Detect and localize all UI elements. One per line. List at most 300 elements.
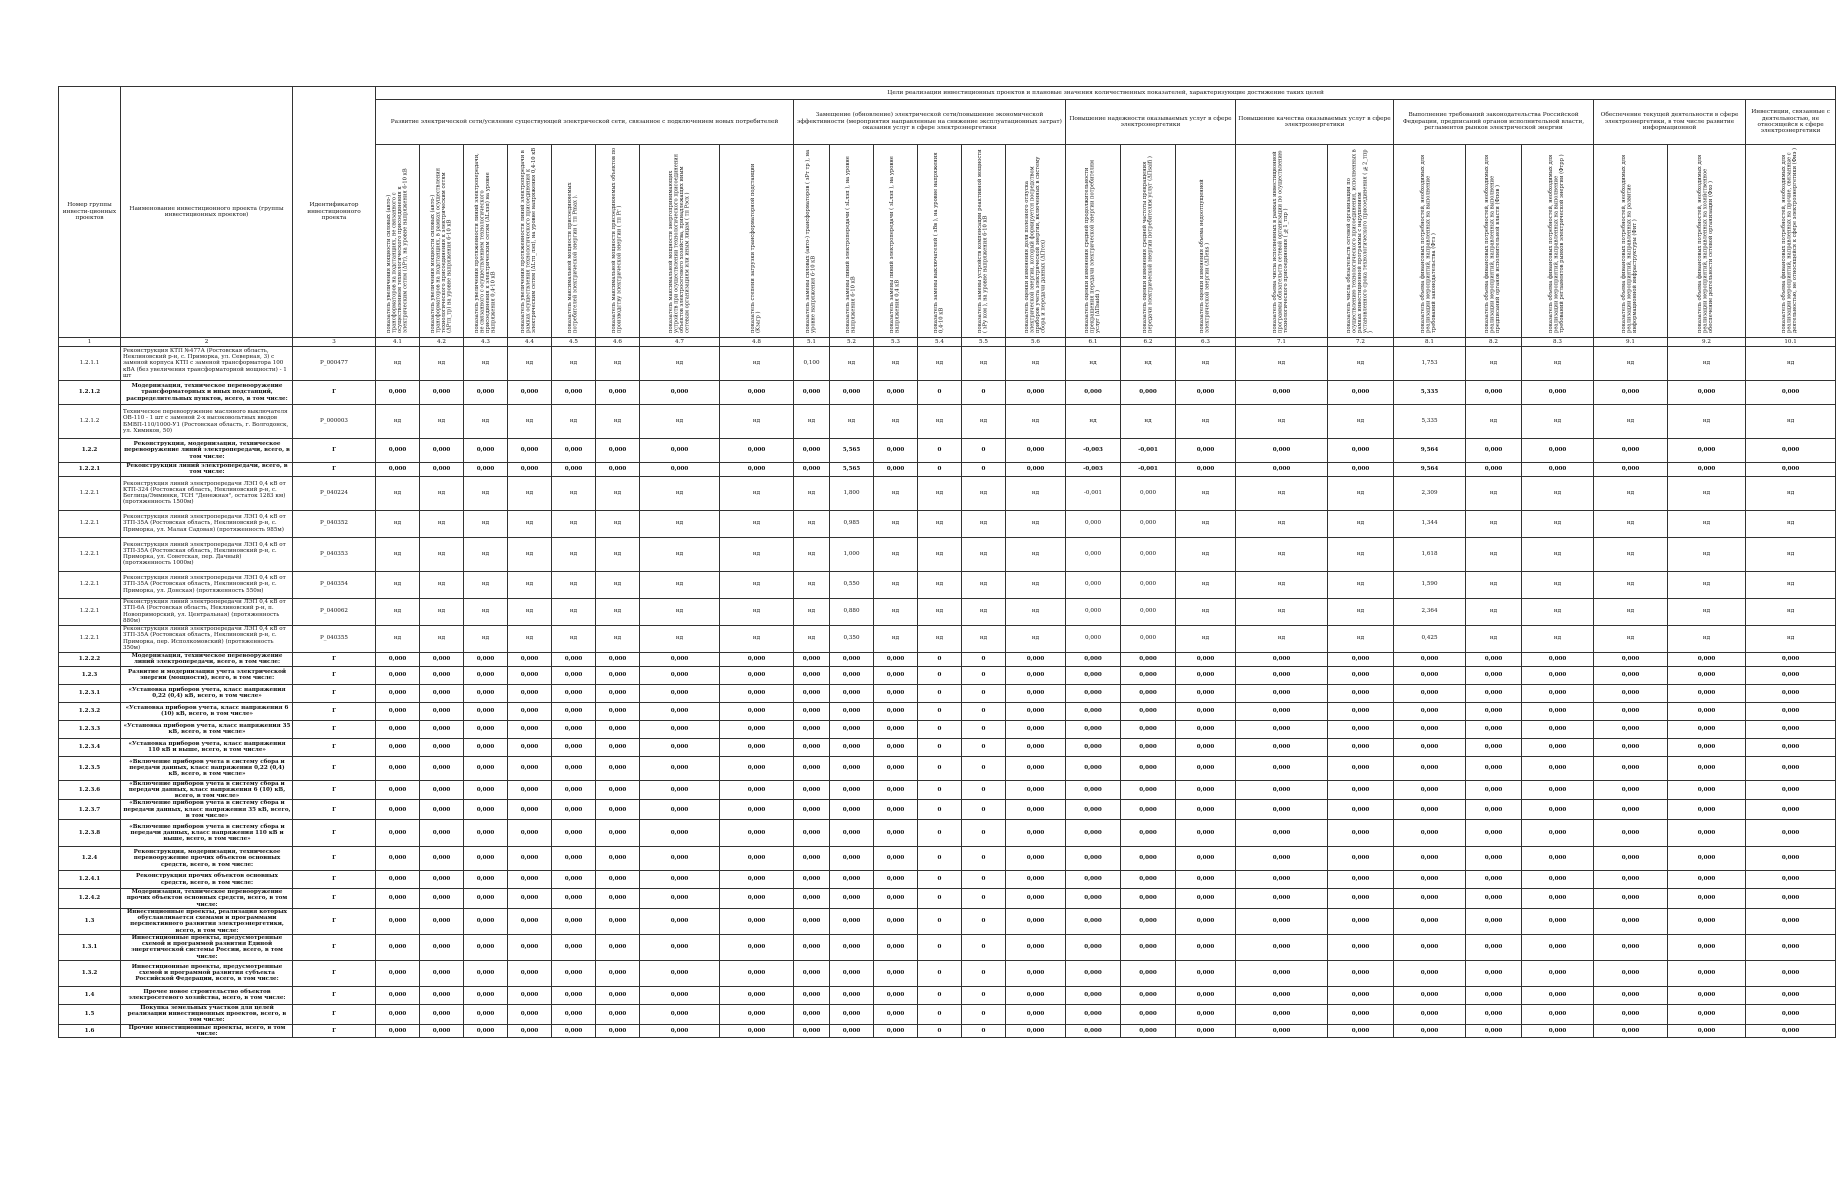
indicator-value: 0,000 — [794, 381, 830, 405]
indicator-value: нд — [420, 405, 464, 439]
column-number: 1 — [59, 338, 121, 347]
indicator-value: 0,000 — [1236, 381, 1328, 405]
indicator-value: 0,000 — [508, 960, 552, 986]
indicator-value: нд — [962, 571, 1006, 598]
indicator-value: 0,000 — [640, 986, 720, 1004]
indicator-value: нд — [640, 537, 720, 571]
indicator-value: нд — [1522, 571, 1594, 598]
indicator-value: 0,000 — [552, 1024, 596, 1038]
indicator-value: 0,000 — [1522, 889, 1594, 909]
indicator-value: 0,000 — [794, 1024, 830, 1038]
indicator-value: 0,000 — [1668, 463, 1746, 477]
project-id: P_040353 — [293, 537, 376, 571]
indicator-value: 0 — [962, 738, 1006, 756]
indicator-value: 0,000 — [376, 666, 420, 684]
indicator-value: 0,000 — [1594, 756, 1668, 780]
indicator-value: 0,000 — [1006, 738, 1066, 756]
indicator-value: 0,000 — [794, 666, 830, 684]
indicator-value: 0,000 — [1522, 463, 1594, 477]
project-id: Г — [293, 871, 376, 889]
indicator-value: 0,000 — [874, 381, 918, 405]
indicator-value: 0,000 — [1066, 780, 1121, 800]
project-name: Инвестиционные проекты, предусмотренные схемой и программой развития субъекта Российской Федерации, всего, в том числе: — [121, 960, 293, 986]
project-id: Г — [293, 666, 376, 684]
indicator-value: нд — [1176, 476, 1236, 510]
indicator-value: -0,001 — [1066, 476, 1121, 510]
indicator-value: 0,000 — [640, 756, 720, 780]
indicator-value: 0,000 — [1236, 908, 1328, 934]
indicator-value: 0,000 — [1522, 738, 1594, 756]
indicator-value: нд — [596, 625, 640, 652]
indicator-value: 0,000 — [552, 800, 596, 820]
indicator-value: 0,000 — [720, 702, 794, 720]
indicator-value: 0,000 — [1121, 756, 1176, 780]
indicator-value: 0,000 — [420, 1004, 464, 1024]
indicator-value: нд — [1176, 598, 1236, 625]
indicator-value: 0,000 — [1176, 702, 1236, 720]
indicator-value: 0 — [918, 847, 962, 871]
indicator-value: 0,000 — [1394, 720, 1466, 738]
indicator-value: 0,000 — [1594, 934, 1668, 960]
indicator-value: 0,000 — [1668, 702, 1746, 720]
indicator-value: 0,000 — [1328, 652, 1394, 666]
indicator-value: 0,000 — [1066, 871, 1121, 889]
indicator-value: нд — [720, 510, 794, 537]
header-project-id: Идентификатор инвестиционного проекта — [293, 87, 376, 338]
row-number: 1.2.3.6 — [59, 780, 121, 800]
indicator-value: 0,000 — [794, 652, 830, 666]
indicator-value: 0,000 — [420, 684, 464, 702]
indicator-value: 0,000 — [508, 666, 552, 684]
indicator-value: 0,000 — [1328, 871, 1394, 889]
indicator-value: нд — [376, 598, 420, 625]
table-row — [59, 847, 1836, 871]
indicator-value: 0,000 — [464, 889, 508, 909]
indicator-value: 0,000 — [596, 889, 640, 909]
table-row — [59, 439, 1836, 463]
indicator-header: показатель объема финансовых потребностей, необходимых для реализации мероприятий, направленных на выполнение требований регламентов рынков электрической энергии (Фтрр ) — [1522, 145, 1594, 338]
indicator-value: 0 — [962, 381, 1006, 405]
indicator-value: нд — [1176, 571, 1236, 598]
indicator-value: 5,335 — [1394, 405, 1466, 439]
indicator-value: 0,000 — [1006, 666, 1066, 684]
indicator-value: 0,000 — [640, 908, 720, 934]
indicator-value: -0,001 — [1121, 439, 1176, 463]
indicator-value: 0,000 — [420, 934, 464, 960]
indicator-value: нд — [508, 405, 552, 439]
project-id: Г — [293, 439, 376, 463]
indicator-value: нд — [1746, 571, 1836, 598]
indicator-value: 0,000 — [1594, 439, 1668, 463]
indicator-value: нд — [720, 347, 794, 381]
indicator-value: 0,000 — [552, 871, 596, 889]
indicator-value: 0,000 — [830, 381, 874, 405]
indicator-value: 0,000 — [1176, 847, 1236, 871]
indicator-value: 0,000 — [508, 889, 552, 909]
indicator-value: 0,000 — [376, 820, 420, 847]
indicator-value: 0,000 — [596, 666, 640, 684]
indicator-value: нд — [1746, 510, 1836, 537]
indicator-value: нд — [918, 625, 962, 652]
indicator-value: нд — [918, 476, 962, 510]
indicator-value: 0,000 — [640, 800, 720, 820]
indicator-value: 0,000 — [1121, 625, 1176, 652]
indicator-value: 0,000 — [376, 871, 420, 889]
indicator-value: 0,000 — [1746, 738, 1836, 756]
indicator-value: нд — [962, 347, 1006, 381]
indicator-header: показатель оценки изменения средней продолжительности прекращения передачи электрической энергии потребителям услуг (ΔПsaidi ) — [1066, 145, 1121, 338]
indicator-value: 0,000 — [720, 871, 794, 889]
indicator-value: 0,000 — [1594, 986, 1668, 1004]
indicator-value: 0,000 — [1066, 684, 1121, 702]
column-number: 7.1 — [1236, 338, 1328, 347]
indicator-value: нд — [464, 537, 508, 571]
indicator-value: нд — [874, 625, 918, 652]
indicator-value: нд — [1746, 405, 1836, 439]
column-number: 5.5 — [962, 338, 1006, 347]
column-number: 8.1 — [1394, 338, 1466, 347]
project-id: Г — [293, 738, 376, 756]
indicator-value: 0,000 — [1236, 652, 1328, 666]
indicator-value: 0,000 — [874, 780, 918, 800]
indicator-value: 0,000 — [1746, 702, 1836, 720]
indicator-value: 0,000 — [794, 702, 830, 720]
indicator-value: 0 — [918, 800, 962, 820]
indicator-value: 0,000 — [1394, 820, 1466, 847]
indicator-value: нд — [1121, 405, 1176, 439]
indicator-value: 0,000 — [464, 800, 508, 820]
indicator-value: 0,000 — [830, 720, 874, 738]
indicator-value: нд — [1176, 537, 1236, 571]
indicator-value: 0,000 — [1066, 820, 1121, 847]
indicator-value: нд — [794, 476, 830, 510]
indicator-value: 0,000 — [376, 800, 420, 820]
project-name: Реконструкция линий электропередачи ЛЭП 0,4 кВ от ЗТП-35А (Ростовская область, Неклиновский р-н, с. Приморка, ул. Донская) (протяженность 550м) — [121, 571, 293, 598]
indicator-value: 0,000 — [1328, 800, 1394, 820]
indicator-value: нд — [1466, 625, 1522, 652]
indicator-value: 0,000 — [1594, 908, 1668, 934]
indicator-value: 0,000 — [464, 986, 508, 1004]
indicator-value: нд — [1236, 537, 1328, 571]
indicator-value: 0,000 — [794, 463, 830, 477]
indicator-value: нд — [918, 510, 962, 537]
indicator-value: нд — [1466, 510, 1522, 537]
indicator-header: показатель увеличения протяженности линий электропередачи, не связанного с осуществлением технологического присоединения к электрическим сетям (ΔLлэп) на уровне напряжения 0,4-10 кВ — [464, 145, 508, 338]
indicator-value: 0,000 — [1746, 780, 1836, 800]
column-number: 4.1 — [376, 338, 420, 347]
indicator-value: 0,000 — [1328, 934, 1394, 960]
indicator-value: 0,000 — [1668, 720, 1746, 738]
project-name: «Установка приборов учета, класс напряжения 110 кВ и выше, всего, в том числе» — [121, 738, 293, 756]
indicator-value: 0,000 — [1121, 598, 1176, 625]
header-row-top — [59, 87, 1836, 100]
indicator-value: нд — [720, 476, 794, 510]
indicator-value: 0 — [918, 756, 962, 780]
indicator-value: 0,000 — [1522, 960, 1594, 986]
indicator-value: 0,000 — [1121, 934, 1176, 960]
indicator-value: 0,000 — [376, 934, 420, 960]
indicator-value: 0,000 — [1006, 720, 1066, 738]
indicator-value: 0,000 — [1394, 960, 1466, 986]
row-number: 1.3.2 — [59, 960, 121, 986]
indicator-value: 0,000 — [1006, 463, 1066, 477]
indicator-value: 0,000 — [1176, 666, 1236, 684]
indicator-value: 0 — [918, 908, 962, 934]
indicator-value: 0,000 — [794, 780, 830, 800]
indicator-value: нд — [1746, 476, 1836, 510]
goals-indicators-table — [58, 86, 1836, 1038]
table-row — [59, 738, 1836, 756]
indicator-value: нд — [1466, 405, 1522, 439]
indicator-value: 0,000 — [420, 847, 464, 871]
indicator-value: 0 — [962, 934, 1006, 960]
row-number: 1.3 — [59, 908, 121, 934]
indicator-value: нд — [1522, 537, 1594, 571]
indicator-value: 0,000 — [1121, 847, 1176, 871]
indicator-value: -0,003 — [1066, 439, 1121, 463]
indicator-value: 0,000 — [720, 756, 794, 780]
indicator-value: 1,800 — [830, 476, 874, 510]
table-row — [59, 960, 1836, 986]
indicator-value: 0,000 — [720, 820, 794, 847]
row-number: 1.2.3 — [59, 666, 121, 684]
column-number: 8.3 — [1522, 338, 1594, 347]
indicator-value: 0 — [918, 871, 962, 889]
indicator-value: 5,565 — [830, 463, 874, 477]
indicator-value: нд — [640, 510, 720, 537]
indicator-value: 0,000 — [1006, 1024, 1066, 1038]
project-name: Модернизация, техническое перевооружение трансформаторных и иных подстанций, распределительных пунктов, всего, в том числе: — [121, 381, 293, 405]
indicator-value: 0,000 — [464, 381, 508, 405]
indicator-value: 0,000 — [1746, 908, 1836, 934]
indicator-value: 0,000 — [596, 381, 640, 405]
project-name: «Установка приборов учета, класс напряжения 0,22 (0,4) кВ, всего, в том числе» — [121, 684, 293, 702]
indicator-value: 0,000 — [640, 381, 720, 405]
indicator-value: 0,000 — [1328, 666, 1394, 684]
table-body — [59, 347, 1836, 1038]
indicator-value: 0,000 — [464, 934, 508, 960]
indicator-value: 0,000 — [508, 908, 552, 934]
indicator-value: 0,000 — [1006, 934, 1066, 960]
indicator-value: 0,000 — [376, 381, 420, 405]
indicator-value: нд — [918, 598, 962, 625]
indicator-header: показатель замены линий электропередачи ( зLлэп ), на уровне напряжения 0,4 кВ — [874, 145, 918, 338]
indicator-value: 0,000 — [1394, 934, 1466, 960]
indicator-value: 0,000 — [874, 960, 918, 986]
column-number: 8.2 — [1466, 338, 1522, 347]
indicator-value: 0,000 — [1594, 960, 1668, 986]
indicator-value: 0,000 — [1176, 1004, 1236, 1024]
indicator-value: 0,000 — [552, 934, 596, 960]
indicator-value: 0,000 — [1176, 439, 1236, 463]
indicator-value: 0,000 — [596, 1024, 640, 1038]
indicator-value: 0,000 — [420, 986, 464, 1004]
indicator-value: 0,000 — [1066, 889, 1121, 909]
indicator-value: 0,000 — [1668, 439, 1746, 463]
indicator-value: 0,000 — [376, 780, 420, 800]
indicator-value: 0,000 — [464, 1024, 508, 1038]
indicator-value: 0,000 — [596, 463, 640, 477]
row-number: 1.2.2.1 — [59, 537, 121, 571]
indicator-value: 0,000 — [640, 847, 720, 871]
indicator-value: 0,000 — [794, 847, 830, 871]
indicator-value: 0,000 — [1394, 780, 1466, 800]
indicator-value: 0,000 — [552, 756, 596, 780]
indicator-value: нд — [376, 476, 420, 510]
project-name: «Включение приборов учета в систему сбора и передачи данных, класс напряжения 110 кВ и выше, всего, в том числе» — [121, 820, 293, 847]
indicator-value: 0,000 — [1121, 720, 1176, 738]
indicator-value: 0,000 — [720, 439, 794, 463]
indicator-value: 0,000 — [874, 871, 918, 889]
row-number: 1.2.1.2 — [59, 405, 121, 439]
indicator-value: 0,000 — [1236, 960, 1328, 986]
indicator-value: 0,000 — [1006, 381, 1066, 405]
indicator-value: 0,000 — [552, 780, 596, 800]
project-id: P_040224 — [293, 476, 376, 510]
indicator-value: нд — [508, 537, 552, 571]
indicator-value: 0,000 — [1066, 1024, 1121, 1038]
indicator-value: нд — [552, 476, 596, 510]
indicator-value: 0,000 — [1394, 889, 1466, 909]
row-number: 1.2.2.1 — [59, 625, 121, 652]
indicator-header: показатель объема финансовых потребностей, необходимых для реализации мероприятий, направленных на развитие информационной инфраструктуры (Фит ) — [1594, 145, 1668, 338]
indicator-value: 0,000 — [1594, 800, 1668, 820]
indicator-value: 0,000 — [1121, 986, 1176, 1004]
indicator-header: показатель объема числа исполненных в рамках инвестиционной программы обязательств сетевой организации по осуществлению технологического присоединения ( №1_тпр ) — [1236, 145, 1328, 338]
indicator-value: 0,000 — [1121, 476, 1176, 510]
column-number: 6.2 — [1121, 338, 1176, 347]
indicator-value: 0,000 — [830, 908, 874, 934]
table-row — [59, 800, 1836, 820]
indicator-value: 0,000 — [1668, 871, 1746, 889]
indicator-value: 0,000 — [1236, 847, 1328, 871]
indicator-header: показатель замены линий электропередачи ( зLлэп ), на уровне напряжения 6-10 кВ — [830, 145, 874, 338]
indicator-value: 0,000 — [1121, 666, 1176, 684]
indicator-value: 0,000 — [1466, 820, 1522, 847]
indicator-value: нд — [552, 537, 596, 571]
row-number: 1.2.3.8 — [59, 820, 121, 847]
indicator-value: нд — [464, 405, 508, 439]
indicator-value: нд — [1668, 476, 1746, 510]
indicator-value: 0,000 — [596, 871, 640, 889]
project-id: Г — [293, 908, 376, 934]
table-row — [59, 756, 1836, 780]
indicator-value: 0,000 — [1121, 780, 1176, 800]
indicator-value: 0 — [962, 908, 1006, 934]
investment-program-sheet — [58, 86, 1830, 1038]
indicator-value: 0,000 — [640, 960, 720, 986]
indicator-value: 1,590 — [1394, 571, 1466, 598]
indicator-value: нд — [596, 571, 640, 598]
indicator-value: 0,000 — [1522, 934, 1594, 960]
indicator-value: нд — [1594, 510, 1668, 537]
indicator-value: нд — [1066, 347, 1121, 381]
indicator-value: 0,000 — [1328, 889, 1394, 909]
indicator-value: нд — [508, 510, 552, 537]
indicator-value: нд — [1594, 405, 1668, 439]
indicator-value: 0,000 — [420, 720, 464, 738]
indicator-value: нд — [1328, 598, 1394, 625]
indicator-value: 0,000 — [1328, 684, 1394, 702]
indicator-value: 0,000 — [640, 702, 720, 720]
column-number: 4.7 — [640, 338, 720, 347]
indicator-value: 0,000 — [720, 960, 794, 986]
indicator-value: 0,000 — [1466, 652, 1522, 666]
indicator-value: нд — [1668, 537, 1746, 571]
row-number: 1.2.2 — [59, 439, 121, 463]
project-id: P_000003 — [293, 405, 376, 439]
goal-group-4: Повышение качества оказываемых услуг в сфере электроэнергетики — [1236, 100, 1394, 145]
indicator-value: 0,100 — [794, 347, 830, 381]
indicator-value: 0,000 — [596, 756, 640, 780]
indicator-value: нд — [1328, 571, 1394, 598]
indicator-value: 0,000 — [1066, 571, 1121, 598]
indicator-header: показатель замены силовых (авто-) трансформаторов ( зPт тр ), на уровне напряжения 6-10 кВ — [794, 145, 830, 338]
project-id: Г — [293, 847, 376, 871]
indicator-value: 0,000 — [1176, 780, 1236, 800]
indicator-value: 0,000 — [1668, 889, 1746, 909]
indicator-value: нд — [464, 476, 508, 510]
indicator-value: 0 — [962, 871, 1006, 889]
indicator-value: 0,000 — [1394, 800, 1466, 820]
goal-group-5: Выполнение требований законодательства Российской Федерации, предписаний органов исполнительной власти, регламентов рынков электрической энергии — [1394, 100, 1594, 145]
project-id: P_040352 — [293, 510, 376, 537]
indicator-value: 0,000 — [1668, 780, 1746, 800]
indicator-value: 0,000 — [1121, 1024, 1176, 1038]
indicator-value: нд — [1006, 571, 1066, 598]
indicator-value: 0,000 — [874, 439, 918, 463]
indicator-value: 1,000 — [830, 537, 874, 571]
indicator-value: 0,000 — [1466, 720, 1522, 738]
indicator-value: нд — [596, 537, 640, 571]
indicator-value: 0,000 — [464, 720, 508, 738]
indicator-value: нд — [918, 537, 962, 571]
indicator-value: 0,000 — [1522, 820, 1594, 847]
indicator-value: нд — [552, 598, 596, 625]
indicator-value: 0 — [962, 780, 1006, 800]
indicator-value: 0,000 — [1522, 381, 1594, 405]
project-id: Г — [293, 960, 376, 986]
indicator-value: нд — [1236, 571, 1328, 598]
indicator-value: 0,000 — [874, 908, 918, 934]
table-row — [59, 666, 1836, 684]
indicator-value: 0,000 — [830, 1024, 874, 1038]
indicator-value: 0,000 — [1466, 1004, 1522, 1024]
indicator-value: нд — [420, 347, 464, 381]
indicator-value: 0 — [918, 652, 962, 666]
indicator-value: 0,000 — [1746, 684, 1836, 702]
indicator-value: 0,000 — [1522, 871, 1594, 889]
indicator-value: 0,000 — [830, 800, 874, 820]
indicator-value: нд — [552, 510, 596, 537]
indicator-value: 0 — [962, 847, 1006, 871]
indicator-value: нд — [552, 625, 596, 652]
indicator-value: 0,000 — [1066, 652, 1121, 666]
indicator-value: 0,000 — [1522, 720, 1594, 738]
indicator-header: показатель увеличения мощности силовых (авто-) трансформаторов на подстанциях, в рамках осуществления технологического присоединения к электрическим сетям (ΔPтп_тр) на уровне напряжения 6-10 кВ — [420, 145, 464, 338]
indicator-value: нд — [1236, 510, 1328, 537]
indicator-value: 0,000 — [376, 439, 420, 463]
indicator-value: 0,000 — [508, 780, 552, 800]
indicator-value: 0,000 — [1746, 463, 1836, 477]
indicator-value: 0,000 — [720, 889, 794, 909]
indicator-value: 0,000 — [874, 800, 918, 820]
indicator-value: нд — [508, 571, 552, 598]
indicator-value: 0,000 — [1006, 684, 1066, 702]
indicator-value: 0,000 — [720, 666, 794, 684]
column-number: 9.1 — [1594, 338, 1668, 347]
indicator-value: 0,000 — [640, 871, 720, 889]
